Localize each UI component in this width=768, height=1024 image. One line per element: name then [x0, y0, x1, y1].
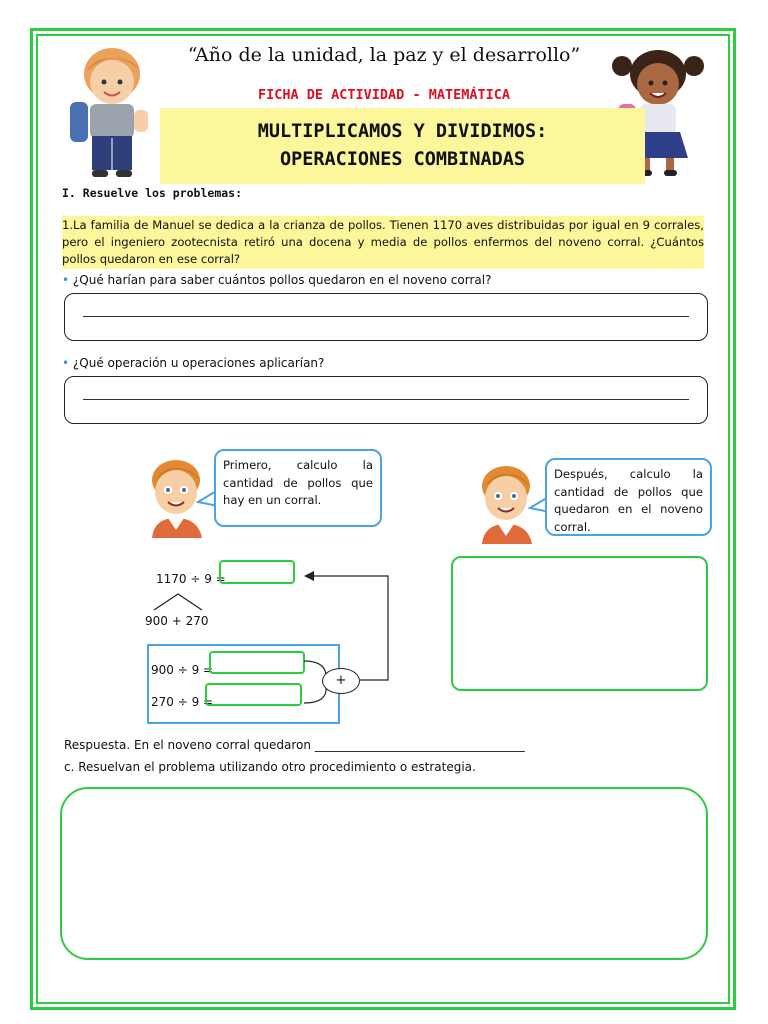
operation-part-1: 900 ÷ 9 = [151, 663, 214, 677]
speech-bubble-left: Primero, calculo la cantidad de pollos que hay en un corral. [214, 449, 382, 527]
work-box-right[interactable] [451, 556, 708, 691]
operation-split: 900 + 270 [145, 614, 209, 628]
question-2-text: ¿Qué operación u operaciones aplicarían? [72, 356, 325, 370]
speech-bubble-right: Después, calculo la cantidad de pollos que quedaron en el noveno corral. [545, 458, 712, 536]
motto-text: “Año de la unidad, la paz y el desarrollo” [187, 44, 581, 66]
sheet-type-label: FICHA DE ACTIVIDAD - MATEMÁTICA [258, 87, 510, 103]
section-heading: I. Resuelve los problemas: [62, 186, 243, 200]
boy-student-illustration [62, 44, 162, 182]
title-line-1: MULTIPLICAMOS Y DIVIDIMOS: [257, 121, 548, 142]
answer-field-main[interactable] [219, 560, 295, 584]
page-title [160, 118, 645, 174]
answer-line-2 [83, 399, 689, 400]
work-box-large[interactable] [60, 787, 708, 960]
problem-statement: 1.La familia de Manuel se dedica a la crianza de pollos. Tienen 1170 aves distribuidas por igual en 9 corrales, pero el ingeniero zootecnista retiró una docena y media de pollos enfermos del noveno corral. ¿Cuántos pollos quedaron en ese corral? [62, 216, 704, 269]
operation-part-2: 270 ÷ 9 = [151, 695, 214, 709]
plus-circle: + [322, 668, 360, 694]
title-line-2: OPERACIONES COMBINADAS [279, 149, 526, 170]
answer-field-part-1[interactable] [209, 651, 305, 674]
answer-box-1[interactable] [64, 293, 708, 341]
answer-field-part-2[interactable] [205, 683, 302, 706]
answer-box-2[interactable] [64, 376, 708, 424]
bullet-icon: • [62, 356, 70, 370]
instruction-c: c. Resuelvan el problema utilizando otro procedimiento o estrategia. [64, 760, 476, 774]
bullet-icon: • [62, 273, 70, 287]
question-2 [62, 356, 324, 370]
answer-line-1 [83, 316, 689, 317]
split-branch-lines [150, 590, 206, 612]
question-1 [62, 273, 491, 287]
response-line: Respuesta. En el noveno corral quedaron ___________________________________ [64, 738, 525, 752]
question-1-text: ¿Qué harían para saber cuántos pollos quedaron en el noveno corral? [72, 273, 492, 287]
operation-main: 1170 ÷ 9 = [156, 572, 226, 586]
